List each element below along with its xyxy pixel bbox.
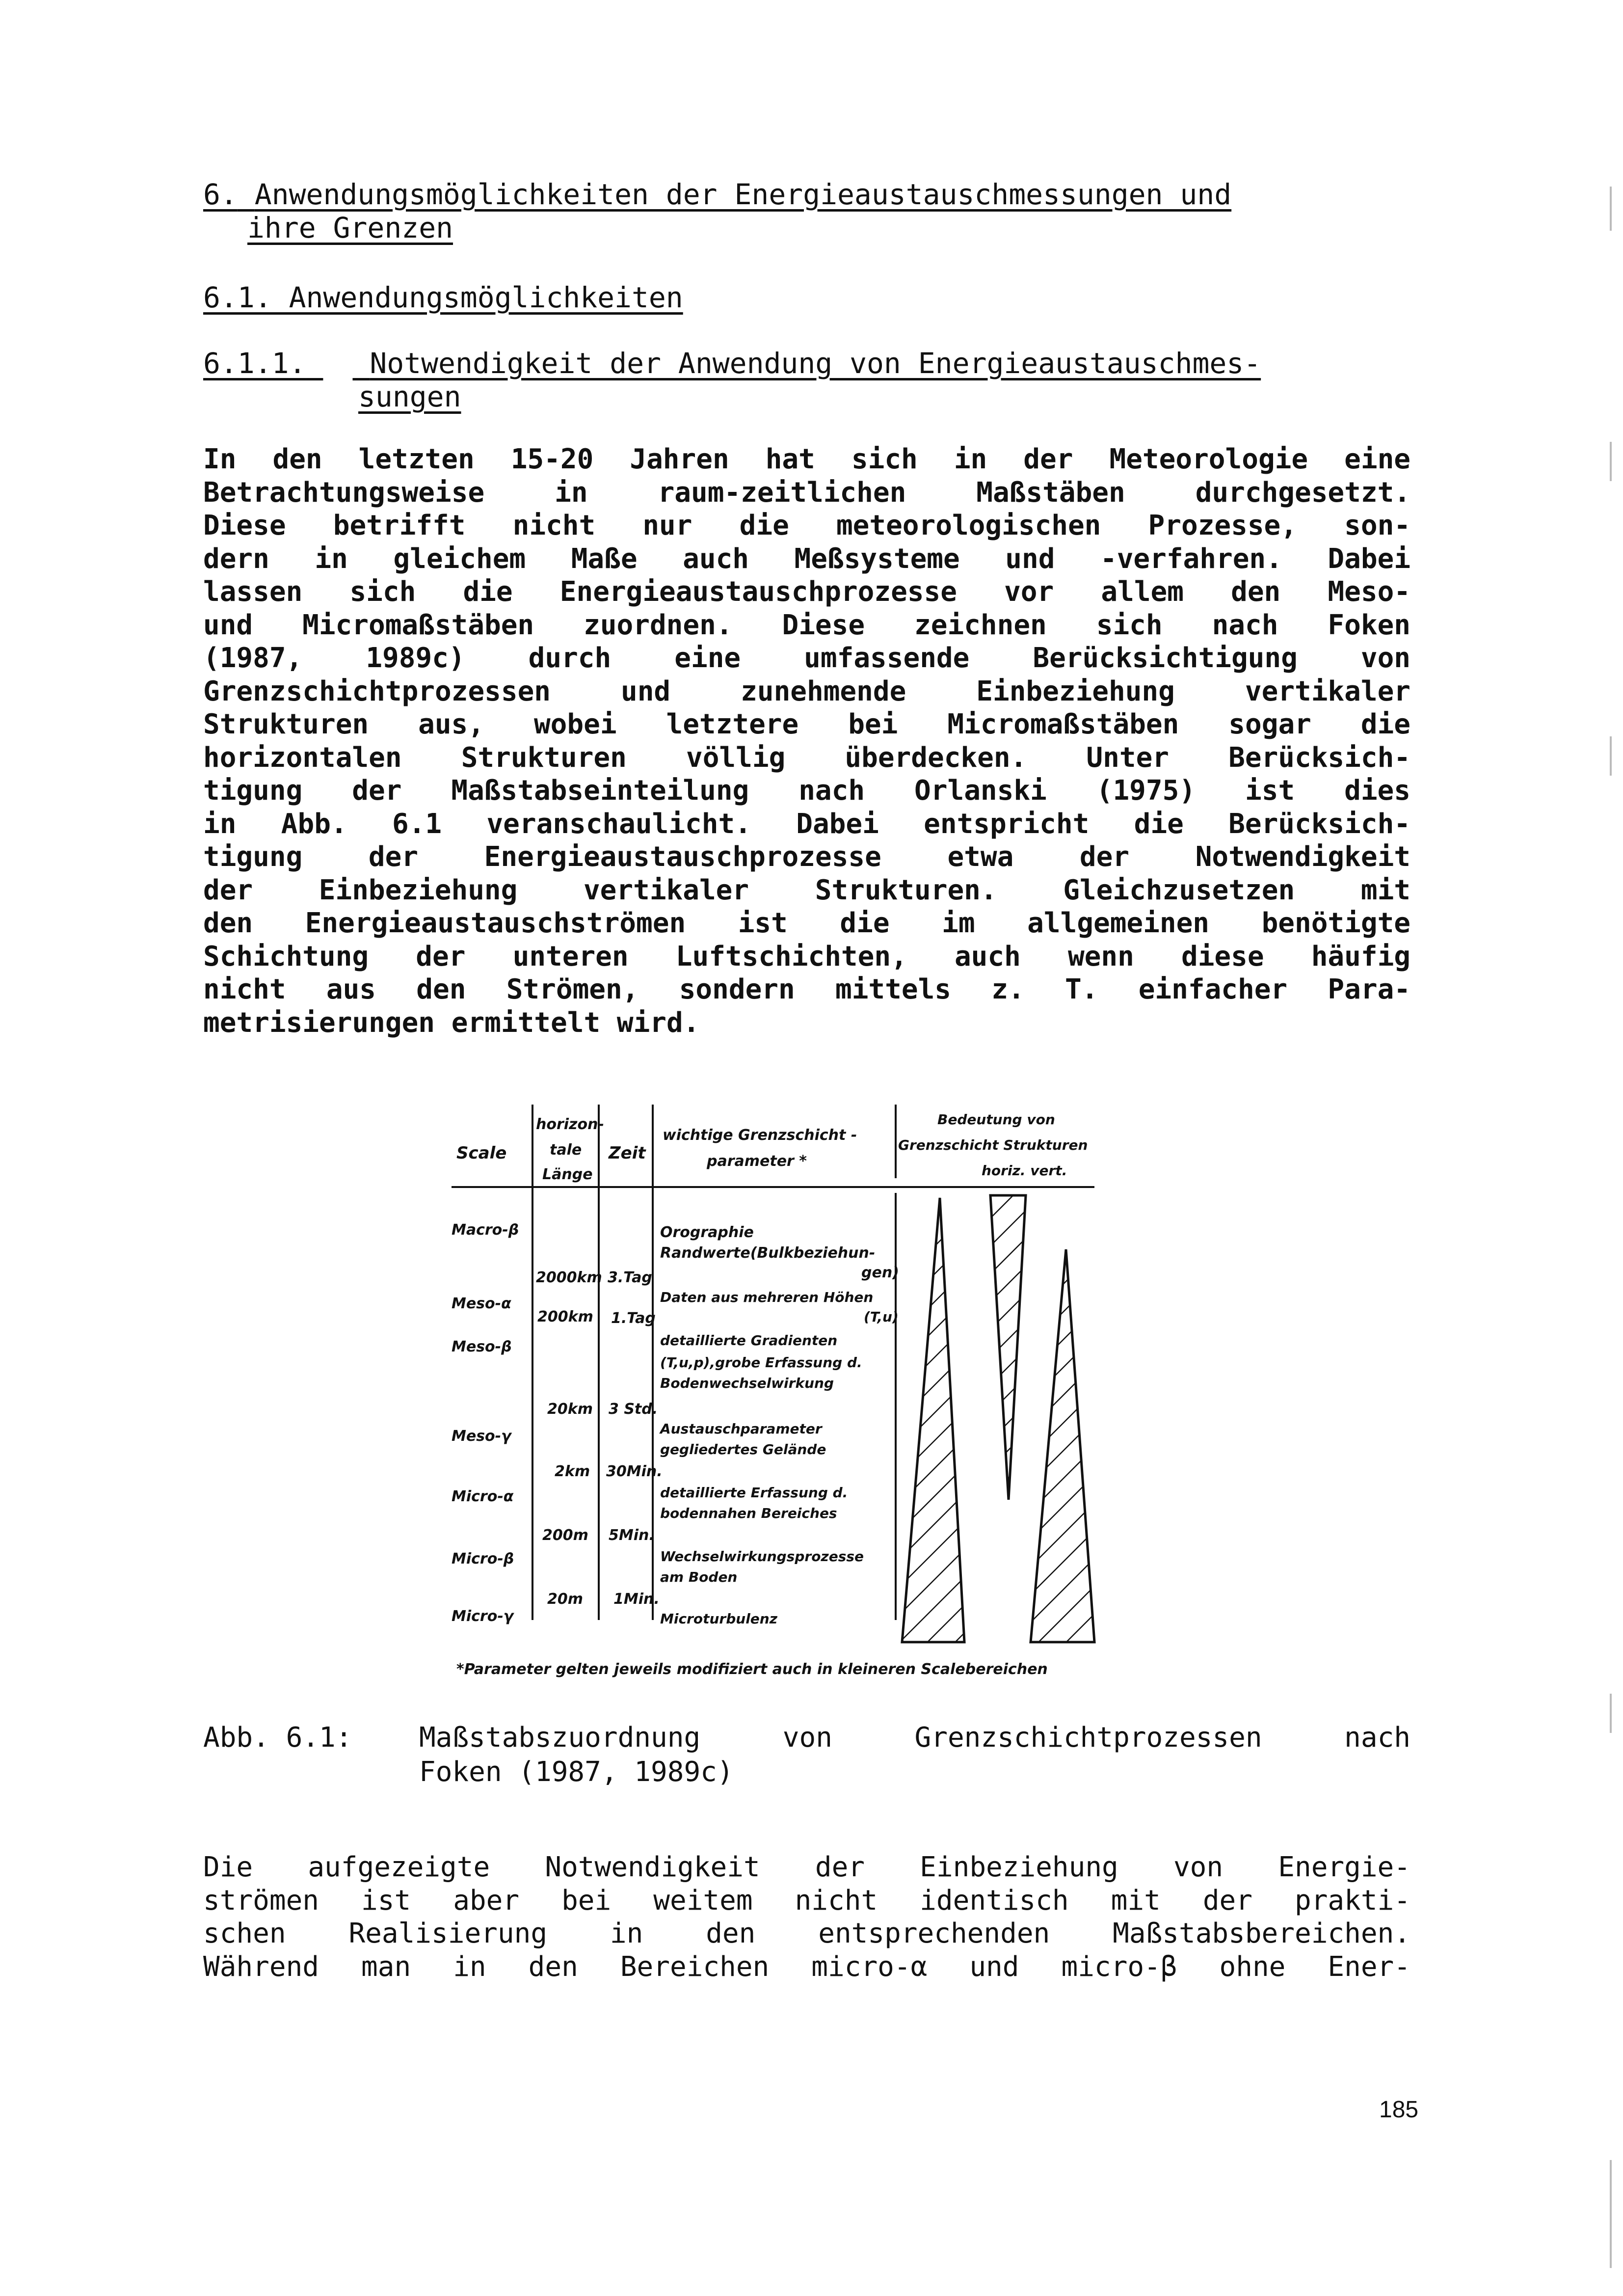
param-line: Bodenwechselwirkung [660, 1375, 834, 1391]
param-line: Daten aus mehreren Höhen [660, 1289, 874, 1305]
scan-margin-mark [1610, 442, 1612, 481]
header-meaning-1: Bedeutung von [937, 1111, 1055, 1128]
horizontal-importance-wedge [902, 1198, 964, 1642]
length-value: 20m [547, 1591, 584, 1608]
paragraph-line: in Abb. 6.1 veranschaulicht. Dabei entspricht die Berücksich- [203, 808, 1410, 840]
scale-label: Micro-β [452, 1550, 514, 1567]
caption-label: Abb. 6.1: [203, 1722, 352, 1754]
paragraph-line: den Energieaustauschströmen ist die im allgemeinen benötigte [203, 907, 1410, 939]
paragraph-line: Strukturen aus, wobei letztere bei Micromaßstäben sogar die [203, 708, 1410, 740]
param-line: Orographie [660, 1224, 754, 1241]
time-value: 1.Tag [611, 1310, 656, 1327]
param-line: Austauschparameter [660, 1421, 822, 1437]
param-line: Wechselwirkungsprozesse [660, 1548, 864, 1565]
paragraph-line: tigung der Maßstabseinteilung nach Orlanski (1975) ist dies [203, 775, 1410, 807]
paragraph-line: strömen ist aber bei weitem nicht identisch mit der prakti- [203, 1884, 1410, 1917]
scan-margin-mark [1610, 2160, 1612, 2268]
paragraph-line: In den letzten 15-20 Jahren hat sich in der Meteorologie eine [203, 443, 1410, 475]
scan-margin-mark [1610, 1694, 1612, 1733]
scan-margin-mark [1610, 736, 1612, 776]
scale-label: Meso-β [452, 1338, 512, 1355]
param-line: Randwerte(Bulkbeziehun- [660, 1244, 876, 1262]
vertical-importance-wedge-upper [990, 1195, 1026, 1500]
param-line: (T,u) [864, 1309, 899, 1325]
header-meaning-3: horiz. vert. [982, 1162, 1067, 1179]
scale-label: Macro-β [452, 1221, 519, 1239]
paragraph-line: horizontalen Strukturen völlig überdecken. Unter Berücksich- [203, 741, 1410, 774]
figure-caption [203, 1721, 1410, 1789]
param-line: (T,u,p),grobe Erfassung d. [660, 1354, 862, 1371]
header-length-2: tale [550, 1141, 582, 1159]
heading-6-line1: 6. Anwendungsmöglichkeiten der Energieaustauschmessungen und [203, 178, 1232, 211]
scale-diagram-svg [442, 1100, 1129, 1703]
figure-footnote: *Parameter gelten jeweils modifiziert auch in kleineren Scalebereichen [456, 1661, 1048, 1678]
heading-6-1-1-line2: sungen [358, 380, 461, 413]
paragraph-line: und Micromaßstäben zuordnen. Diese zeichnen sich nach Foken [203, 609, 1410, 641]
caption-line-1: Maßstabszuordnung von Grenzschichtprozessen nach [419, 1722, 1410, 1754]
header-length-3: Länge [542, 1166, 593, 1183]
param-line: gegliedertes Gelände [660, 1441, 826, 1458]
scale-label: Micro-γ [452, 1608, 514, 1625]
paragraph-line: Grenzschichtprozessen und zunehmende Einbeziehung vertikaler [203, 675, 1410, 707]
header-params-1: wichtige Grenzschicht - [663, 1127, 857, 1144]
paragraph-line: Diese betrifft nicht nur die meteorologischen Prozesse, son- [203, 510, 1410, 541]
header-params-2: parameter * [707, 1153, 807, 1170]
time-value: 1Min. [613, 1591, 660, 1608]
heading-6-1-1-num: 6.1.1. [203, 347, 306, 380]
header-time: Zeit [609, 1143, 646, 1163]
page-number: 185 [1379, 2097, 1419, 2123]
time-value: 30Min. [606, 1463, 663, 1480]
length-value: 2km [555, 1463, 590, 1480]
paragraph-line: lassen sich die Energieaustauschprozesse vor allem den Meso- [203, 576, 1410, 608]
paragraph-line: dern in gleichem Maße auch Meßsysteme und -verfahren. Dabei [203, 542, 1410, 575]
caption-line-2: Foken (1987, 1989c) [419, 1756, 734, 1788]
paragraph-line: Schichtung der unteren Luftschichten, auch wenn diese häufig [203, 940, 1410, 972]
scale-label: Meso-γ [452, 1428, 511, 1445]
scale-label: Meso-α [452, 1295, 511, 1312]
param-line: am Boden [660, 1569, 738, 1585]
paragraph-line: tigung der Energieaustauschprozesse etwa der Notwendigkeit [203, 841, 1410, 873]
heading-6-line2: ihre Grenzen [247, 211, 453, 244]
paragraph-line: Betrachtungsweise in raum-zeitlichen Maßstäben durchgesetzt. [203, 476, 1410, 509]
heading-6-1-1 [203, 347, 1410, 413]
length-value: 200m [542, 1527, 588, 1544]
paragraph-line: der Einbeziehung vertikaler Strukturen. Gleichzusetzen mit [203, 874, 1410, 906]
figure-scale-diagram [442, 1100, 1129, 1703]
header-meaning-2: Grenzschicht Strukturen [898, 1137, 1088, 1153]
paragraph-line: nicht aus den Strömen, sondern mittels z. T. einfacher Para- [203, 973, 1410, 1005]
vertical-importance-wedge-lower [1031, 1249, 1094, 1642]
paragraph-line: schen Realisierung in den entsprechenden Maßstabsbereichen. [203, 1918, 1410, 1949]
paragraph-1 [203, 443, 1410, 1039]
scan-margin-mark [1610, 187, 1612, 231]
paragraph-line: Die aufgezeigte Notwendigkeit der Einbeziehung von Energie- [203, 1851, 1410, 1883]
paragraph-line: metrisierungen ermittelt wird. [203, 1006, 700, 1039]
time-value: 5Min. [609, 1527, 655, 1544]
paragraph-2 [203, 1851, 1410, 1983]
time-value: 3.Tag [608, 1269, 652, 1286]
param-line: detaillierte Gradienten [660, 1332, 838, 1349]
header-scale: Scale [456, 1143, 507, 1163]
scale-label: Micro-α [452, 1488, 514, 1505]
heading-6-1-1-text: Notwendigkeit der Anwendung von Energieaustauschmes- [370, 347, 1261, 380]
param-line: Microturbulenz [660, 1611, 778, 1627]
length-value: 200km [537, 1308, 593, 1325]
heading-6-1 [203, 281, 683, 314]
param-line: detaillierte Erfassung d. [660, 1485, 848, 1501]
length-value: 20km [547, 1401, 593, 1418]
param-line: gen) [861, 1264, 899, 1281]
heading-6 [203, 178, 1410, 244]
length-value: 2000km [536, 1269, 602, 1286]
time-value: 3 Std. [609, 1401, 658, 1418]
header-length-1: horizon- [536, 1116, 604, 1133]
paragraph-line: Während man in den Bereichen micro-α und micro-β ohne Ener- [203, 1950, 1410, 1983]
heading-6-1-text: 6.1. Anwendungsmöglichkeiten [203, 281, 683, 314]
paragraph-line: (1987, 1989c) durch eine umfassende Berücksichtigung von [203, 642, 1410, 674]
param-line: bodennahen Bereiches [660, 1505, 837, 1521]
